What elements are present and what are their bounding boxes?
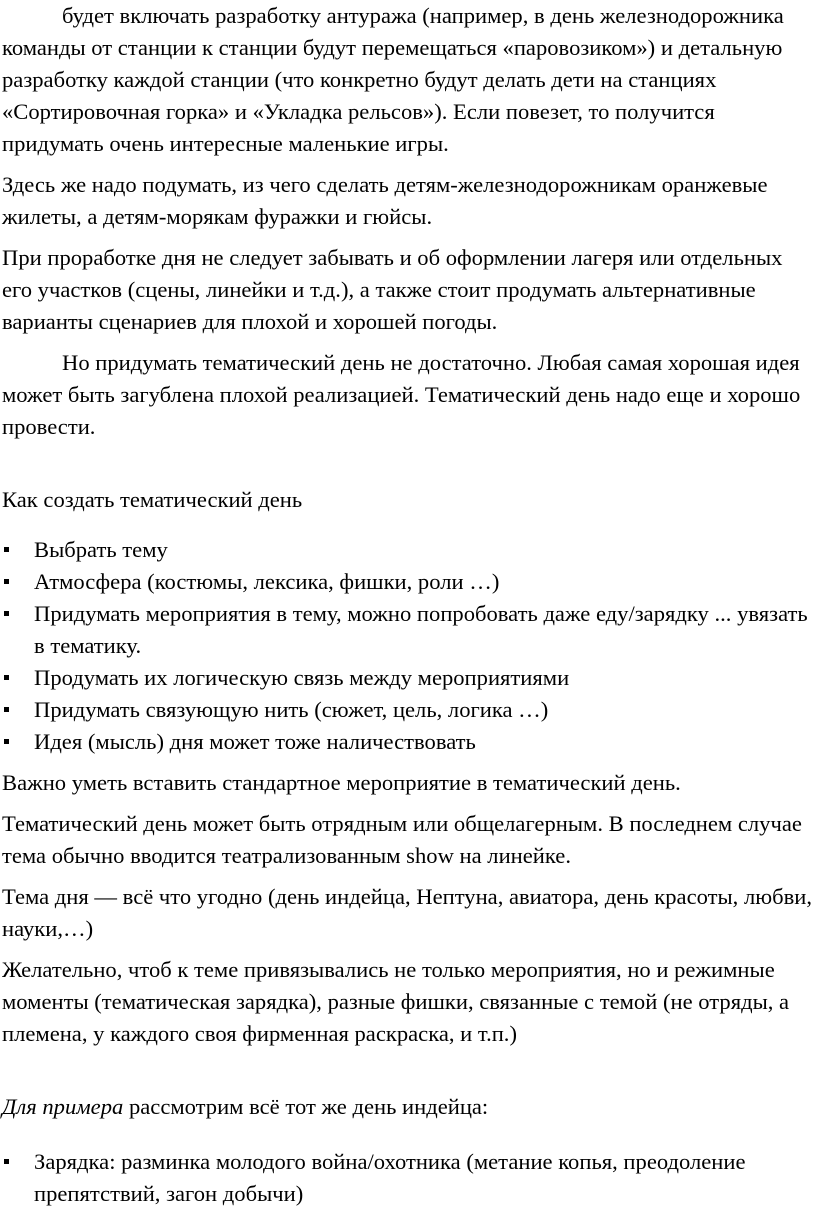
bullet-square-icon <box>4 579 9 584</box>
bullet-square-icon <box>4 675 9 680</box>
bullet-square-icon <box>4 1159 9 1164</box>
paragraph-decoration: При проработке дня не следует забывать и об оформлении лагеря или отдельных его участков (сцены, линейки и т.д.), а также стоит продумать альтернативные варианты сценариев для плохой и хорошей погоды. <box>2 245 783 334</box>
bullet-square-icon <box>4 611 9 616</box>
list-item: Зарядка: разминка молодого война/охотника (метание копья, преодоление препятствий, загон добычи) <box>2 1146 816 1210</box>
example-italic-text: Для примера <box>2 1094 124 1119</box>
paragraph-regime-moments: Желательно, чтоб к теме привязывались не только мероприятия, но и режимные моменты (тематическая зарядка), разные фишки, связанные с темой (не отряды, а племена, у каждого своя фирменная раскраска, и т.п.) <box>2 957 790 1046</box>
list-item: Придумать мероприятия в тему, можно попробовать даже еду/зарядку ... увязать в тематику. <box>2 598 816 662</box>
paragraph-day-type: Тематический день может быть отрядным или общелагерным. В последнем случае тема обычно вводится театрализованным show на линейке. <box>2 811 802 868</box>
list-item: Выбрать тему <box>2 534 816 566</box>
list-item: Придумать связующую нить (сюжет, цель, логика …) <box>2 694 816 726</box>
paragraph-costumes: Здесь же надо подумать, из чего сделать детям-железнодорожникам оранжевые жилеты, а детям-морякам фуражки и гюйсы. <box>2 172 768 229</box>
paragraph-example-intro <box>2 1091 816 1123</box>
bullet-square-icon <box>4 739 9 744</box>
list-item: Атмосфера (костюмы, лексика, фишки, роли …) <box>2 566 816 598</box>
steps-list <box>2 534 816 758</box>
list-item: Продумать их логическую связь между мероприятиями <box>2 662 816 694</box>
paragraph-standard-event: Важно уметь вставить стандартное мероприятие в тематический день. <box>2 770 681 795</box>
example-list <box>2 1146 816 1210</box>
paragraph-realization: Но придумать тематический день не достаточно. Любая самая хорошая идея может быть загублена плохой реализацией. Тематический день надо еще и хорошо провести. <box>2 350 801 439</box>
paragraph-antourage: будет включать разработку антуража (например, в день железнодорожника команды от станции к станции будут перемещаться «паровозиком») и детальную разработку каждой станции (что конкретно будут делать дети на станциях «Сортировочная горка» и «Укладка рельсов»). Если повезет, то получится придумать очень интересные маленькие игры. <box>2 3 784 156</box>
bullet-square-icon <box>4 707 9 712</box>
example-rest-text: рассмотрим всё тот же день индейца: <box>123 1094 489 1119</box>
paragraph-day-theme: Тема дня — всё что угодно (день индейца, Нептуна, авиатора, день красоты, любви, науки,…) <box>2 884 813 941</box>
list-item: Идея (мысль) дня может тоже наличествовать <box>2 726 816 758</box>
section-heading: Как создать тематический день <box>2 487 303 512</box>
bullet-square-icon <box>4 547 9 552</box>
